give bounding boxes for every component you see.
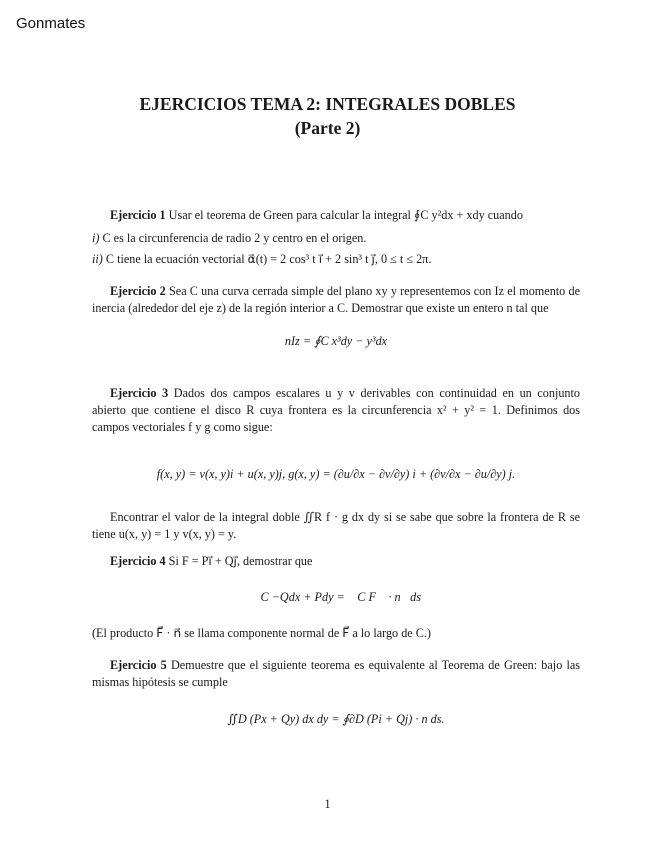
item-ii-text: C tiene la ecuación vectorial α⃗(t) = 2 cos³ t i⃗ + 2 sin³ t j⃗, 0 ≤ t ≤ 2π.	[105, 252, 432, 266]
exercise-5-label: Ejercicio 5	[110, 658, 167, 672]
item-i-label: i)	[92, 231, 100, 245]
exercise-3-equation: f(x, y) = v(x, y)i + u(x, y)j, g(x, y) = (∂u/∂x − ∂v/∂y) i + (∂v/∂x − ∂u/∂y) j.	[156, 467, 516, 481]
brand-label: Gonmates	[16, 15, 86, 32]
exercise-4-equation: ∮C −Qdx + Pdy = ∮C F⃗ · n⃗ds	[251, 590, 421, 604]
exercise-5	[92, 657, 580, 691]
exercise-1-item-i	[92, 230, 580, 247]
exercise-2-equation: nIz = ∮C x³dy − y³dx	[284, 334, 388, 348]
item-ii-label: ii)	[92, 252, 103, 266]
exercise-1-label: Ejercicio 1	[110, 208, 166, 222]
exercise-3-text2: Encontrar el valor de la integral doble ∬R f · g dx dy si se sabe que sobre la frontera de R se tiene u(x, y) = 1 y v(x, y) = y.	[92, 510, 580, 542]
exercise-2-label: Ejercicio 2	[110, 284, 166, 298]
exercise-5-text: Demuestre que el siguiente teorema es equivalente al Teorema de Green: bajo las mismas hipótesis se cumple	[92, 658, 581, 690]
exercise-1-item-ii	[92, 251, 580, 268]
exercise-3-label: Ejercicio 3	[110, 386, 169, 400]
exercise-2	[92, 283, 580, 317]
exercise-3	[92, 385, 580, 437]
exercise-1-text: Usar el teorema de Green para calcular la integral ∮C y²dx + xdy cuando	[168, 208, 523, 222]
exercise-2-text: Sea C una curva cerrada simple del plano xy y representemos con Iz el momento de inercia (alrededor del eje z) de la región interior a C. Demostrar que existe un entero n tal que	[92, 284, 580, 316]
page-number: 1	[324, 797, 331, 811]
document-subtitle: (Parte 2)	[294, 118, 361, 138]
exercise-4	[92, 553, 580, 570]
exercise-3-text: Dados dos campos escalares u y v derivables con continuidad en un conjunto abierto que contiene el disco R cuya frontera es la circunferencia x² + y² = 1. Definimos dos campos vectoriales f y g como sigue:	[92, 386, 580, 435]
exercise-1	[92, 207, 580, 224]
exercise-4-note: (El producto F⃗ · n⃗ se llama componente normal de F⃗ a lo largo de C.)	[92, 626, 431, 640]
exercise-4-label: Ejercicio 4	[110, 554, 166, 568]
exercise-4-text: Si F = Pi⃗ + Qj⃗, demostrar que	[168, 554, 313, 568]
item-i-text: C es la circunferencia de radio 2 y centro en el origen.	[102, 231, 367, 245]
document-title: EJERCICIOS TEMA 2: INTEGRALES DOBLES	[139, 94, 516, 114]
exercise-5-equation: ∬D (Px + Qy) dx dy = ∮∂D (Pi + Qj) · n ds.	[227, 712, 445, 726]
